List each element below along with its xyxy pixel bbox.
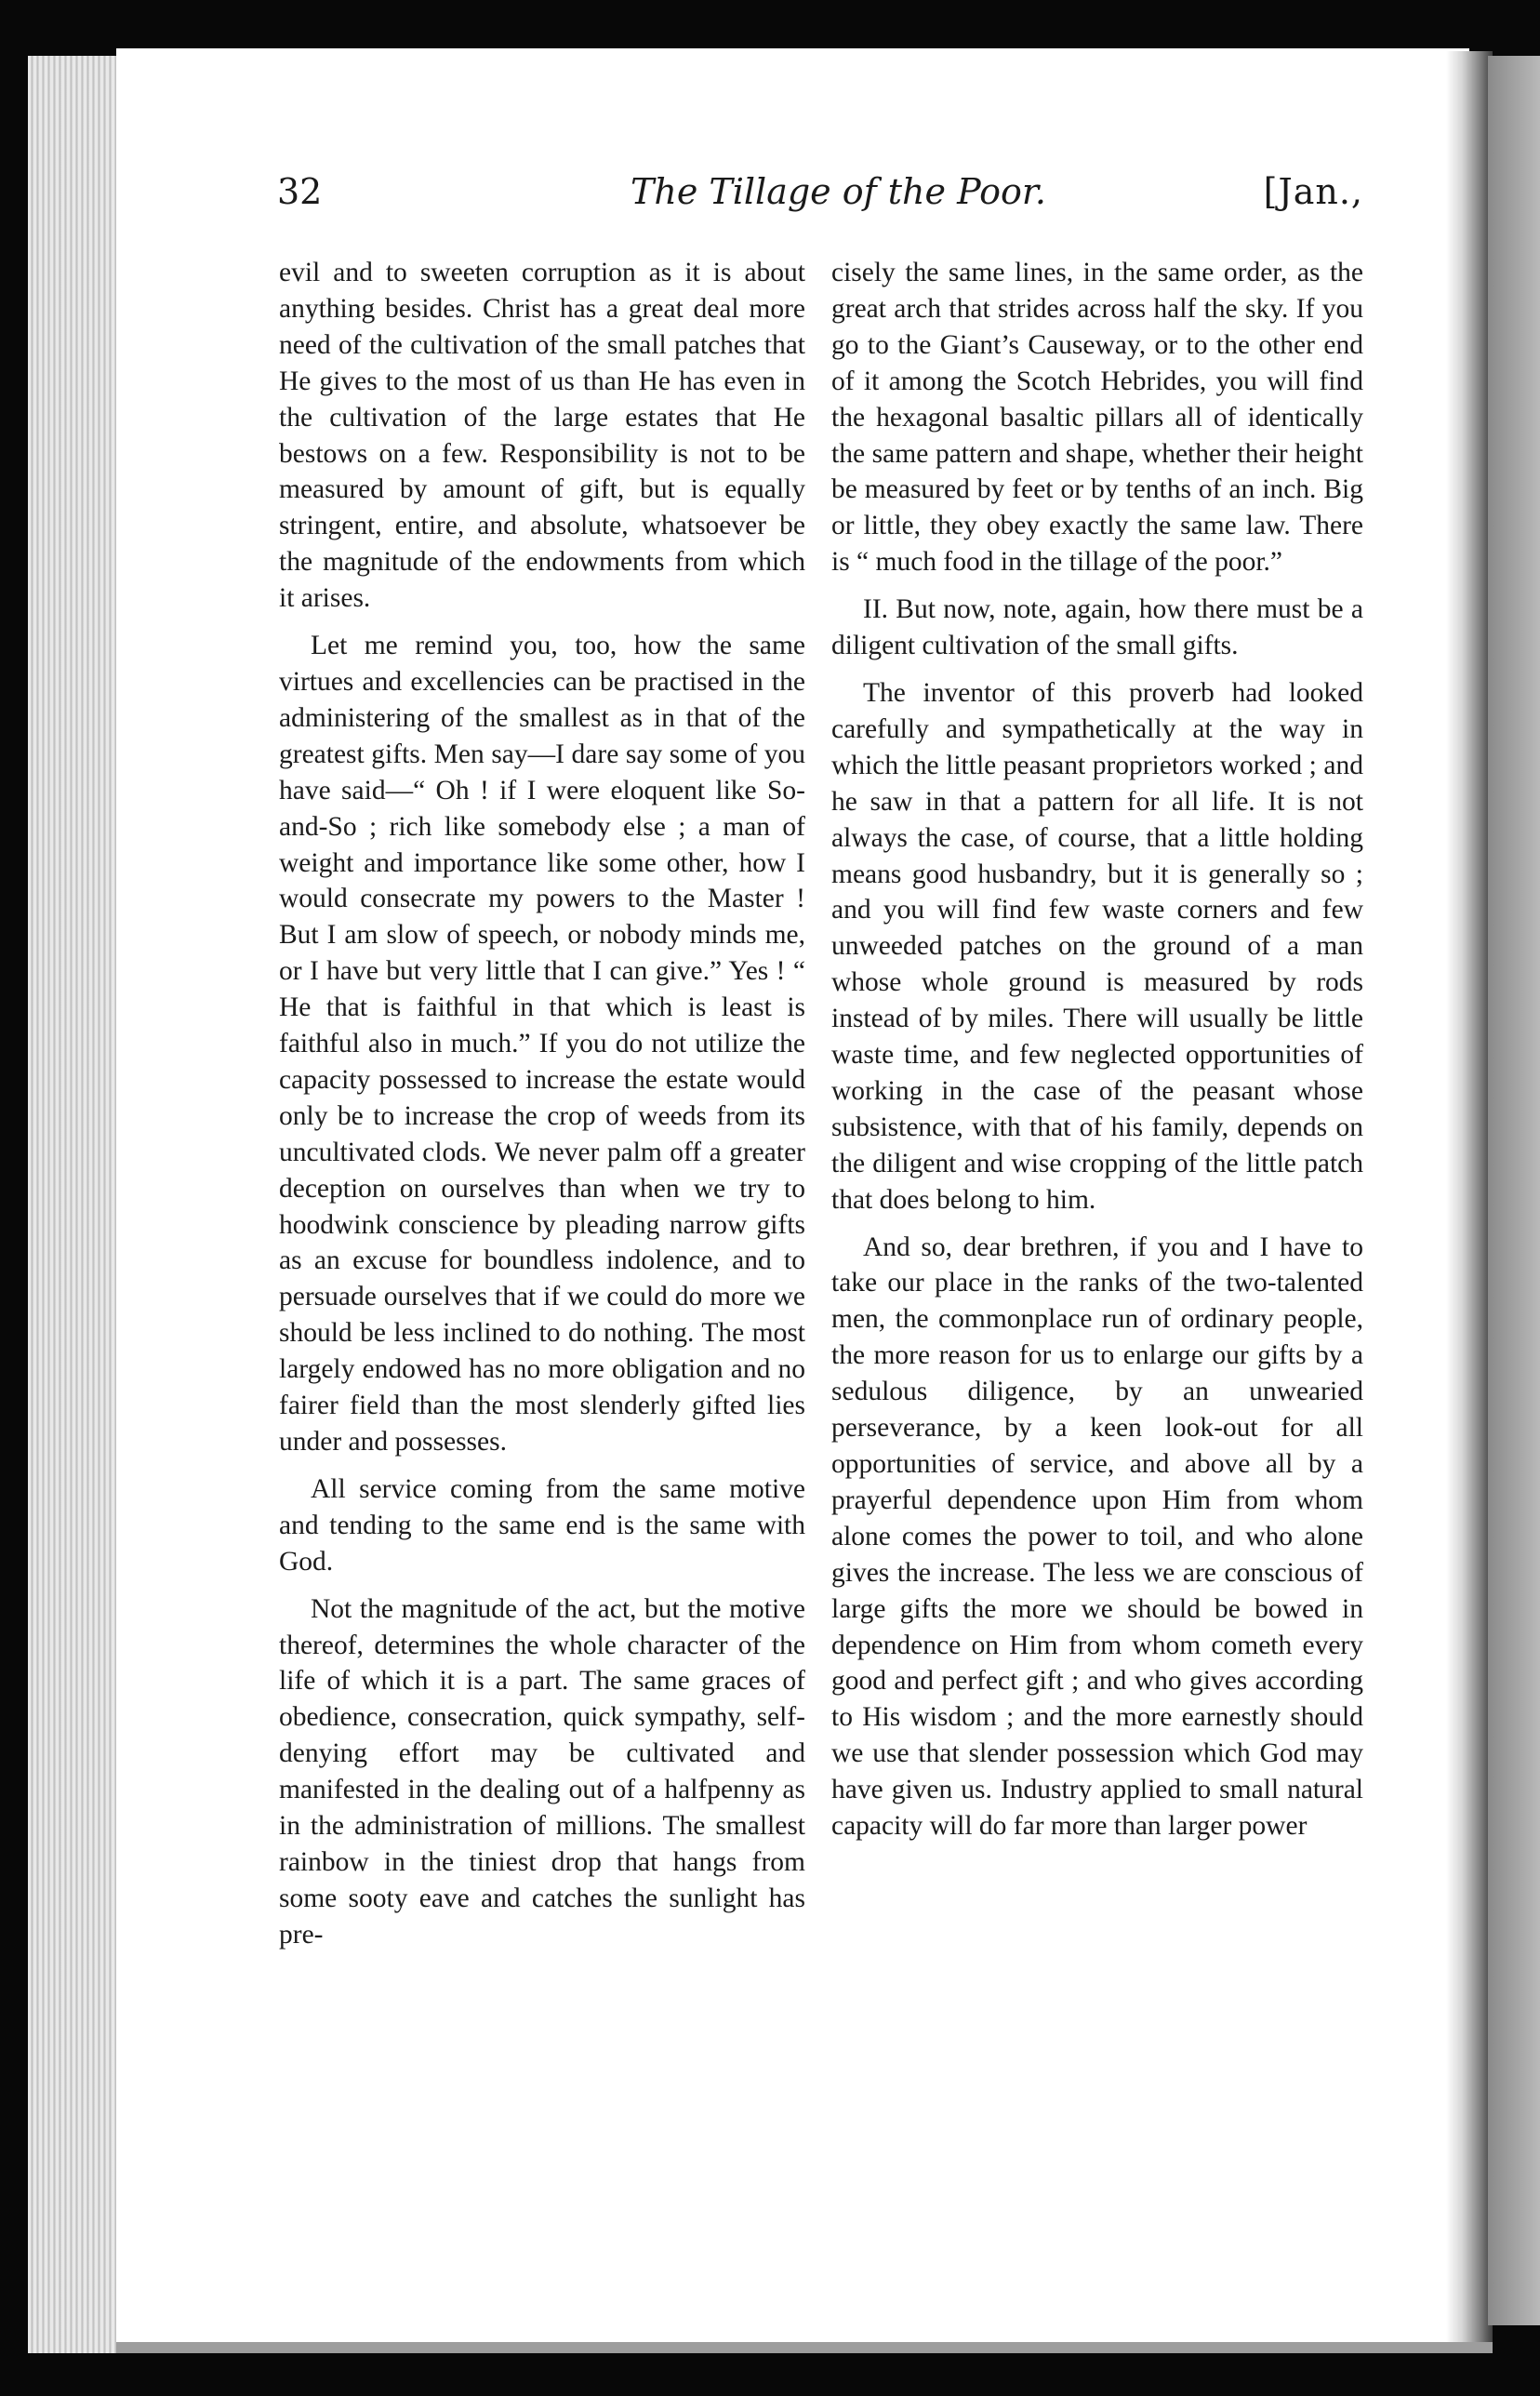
running-title: The Tillage of the Poor. — [631, 171, 1046, 212]
page-gutter-shadow — [1446, 51, 1493, 2349]
paragraph: All service coming from the same motive and tending to the same end is the same with God. — [279, 1473, 805, 1577]
page-edge-bottom — [116, 2342, 1493, 2353]
paragraph: The inventor of this proverb had looked carefully and sympathetically at the way in which the little peasant proprietors worked ; and he saw in that a pattern for all life. It is not always the case, of course, that a little holding means good husbandry, but it is generally so ; and you will find few waste corners and few unweeded patches on the ground of a man whose whole ground is measured by rods instead of by miles. There will usually be little waste time, and few neglected opportunities of working in the case of the peasant whose subsistence, with that of his family, depends on the diligent and wise cropping of the little patch that does belong to him. — [831, 677, 1363, 1215]
page-edges-left — [28, 56, 121, 2353]
running-month: [Jan., — [1263, 171, 1363, 212]
paragraph: And so, dear brethren, if you and I have to take our place in the ranks of the two-talented men, the commonplace run of ordinary people, the more reason for us to enlarge our gifts by a sedulous diligence, by an unwearied perseverance, by a keen look-out for all opportunities of service, and above all by a prayerful dependence upon Him from whom alone comes the power to toil, and who alone gives the increase. The less we are conscious of large gifts the more we should be bowed in dependence on Him from whom cometh every good and perfect gift ; and who gives according to His wisdom ; and the more earnestly should we use that slender possession which God may have given us. Industry applied to small natural capacity will do far more than larger power — [831, 1231, 1363, 1842]
running-header — [277, 171, 1363, 227]
paragraph: Not the magnitude of the act, but the motive thereof, determines the whole character of the life of which it is a part. The same graces of obedience, consecration, quick sympathy, self-denying effort may be cultivated and manifested in the dealing out of a halfpenny as in the administration of millions. The smallest rainbow in the tiniest drop that hangs from some sooty eave and catches the sunlight has pre- — [279, 1593, 805, 1950]
page-number: 32 — [277, 171, 323, 212]
page-edges-right — [1488, 56, 1540, 2325]
paragraph: Let me remind you, too, how the same virtues and excellencies can be practised in the administering of the smallest as in that of the greatest gifts. Men say—I dare say some of you have said—“ Oh ! if I were eloquent like So-and-So ; rich like somebody else ; a man of weight and importance like some other, how I would consecrate my powers to the Master ! But I am slow of speech, or nobody minds me, or I have but very little that I can give.” Yes ! “ He that is faithful in that which is least is faithful also in much.” If you do not utilize the capacity possessed to increase the estate would only be to increase the crop of weeds from its uncultivated clods. We never palm off a greater deception on ourselves than when we try to hoodwink conscience by pleading narrow gifts as an excuse for boundless indolence, and to persuade ourselves that if we could do more we should be less inclined to do nothing. The most largely endowed has no more obligation and no fairer field than the most slenderly gifted lies under and possesses. — [279, 631, 805, 1457]
paragraph: evil and to sweeten corruption as it is about anything besides. Christ has a great deal more need of the cultivation of the small patches that He gives to the most of us than He has even in the cultivation of the large estates that He bestows on a few. Responsibility is not to be measured by amount of gift, but is equally stringent, entire, and absolute, whatsoever be the magnitude of the endowments from which it arises. — [279, 258, 805, 614]
section-heading-paragraph: II. But now, note, again, how there must be a diligent cultivation of the small gifts. — [831, 594, 1363, 661]
text-column-right — [831, 255, 1363, 1844]
text-column-left — [279, 255, 805, 1953]
paragraph: cisely the same lines, in the same order, as the great arch that strides across half the sky. If you go to the Giant’s Causeway, or to the other end of it among the Scotch Hebrides, you will find the hexagonal basaltic pillars all of identically the same pattern and shape, whether their height be measured by feet or by tenths of an inch. Big or little, they obey exactly the same law. There is “ much food in the tillage of the poor.” — [831, 258, 1363, 578]
